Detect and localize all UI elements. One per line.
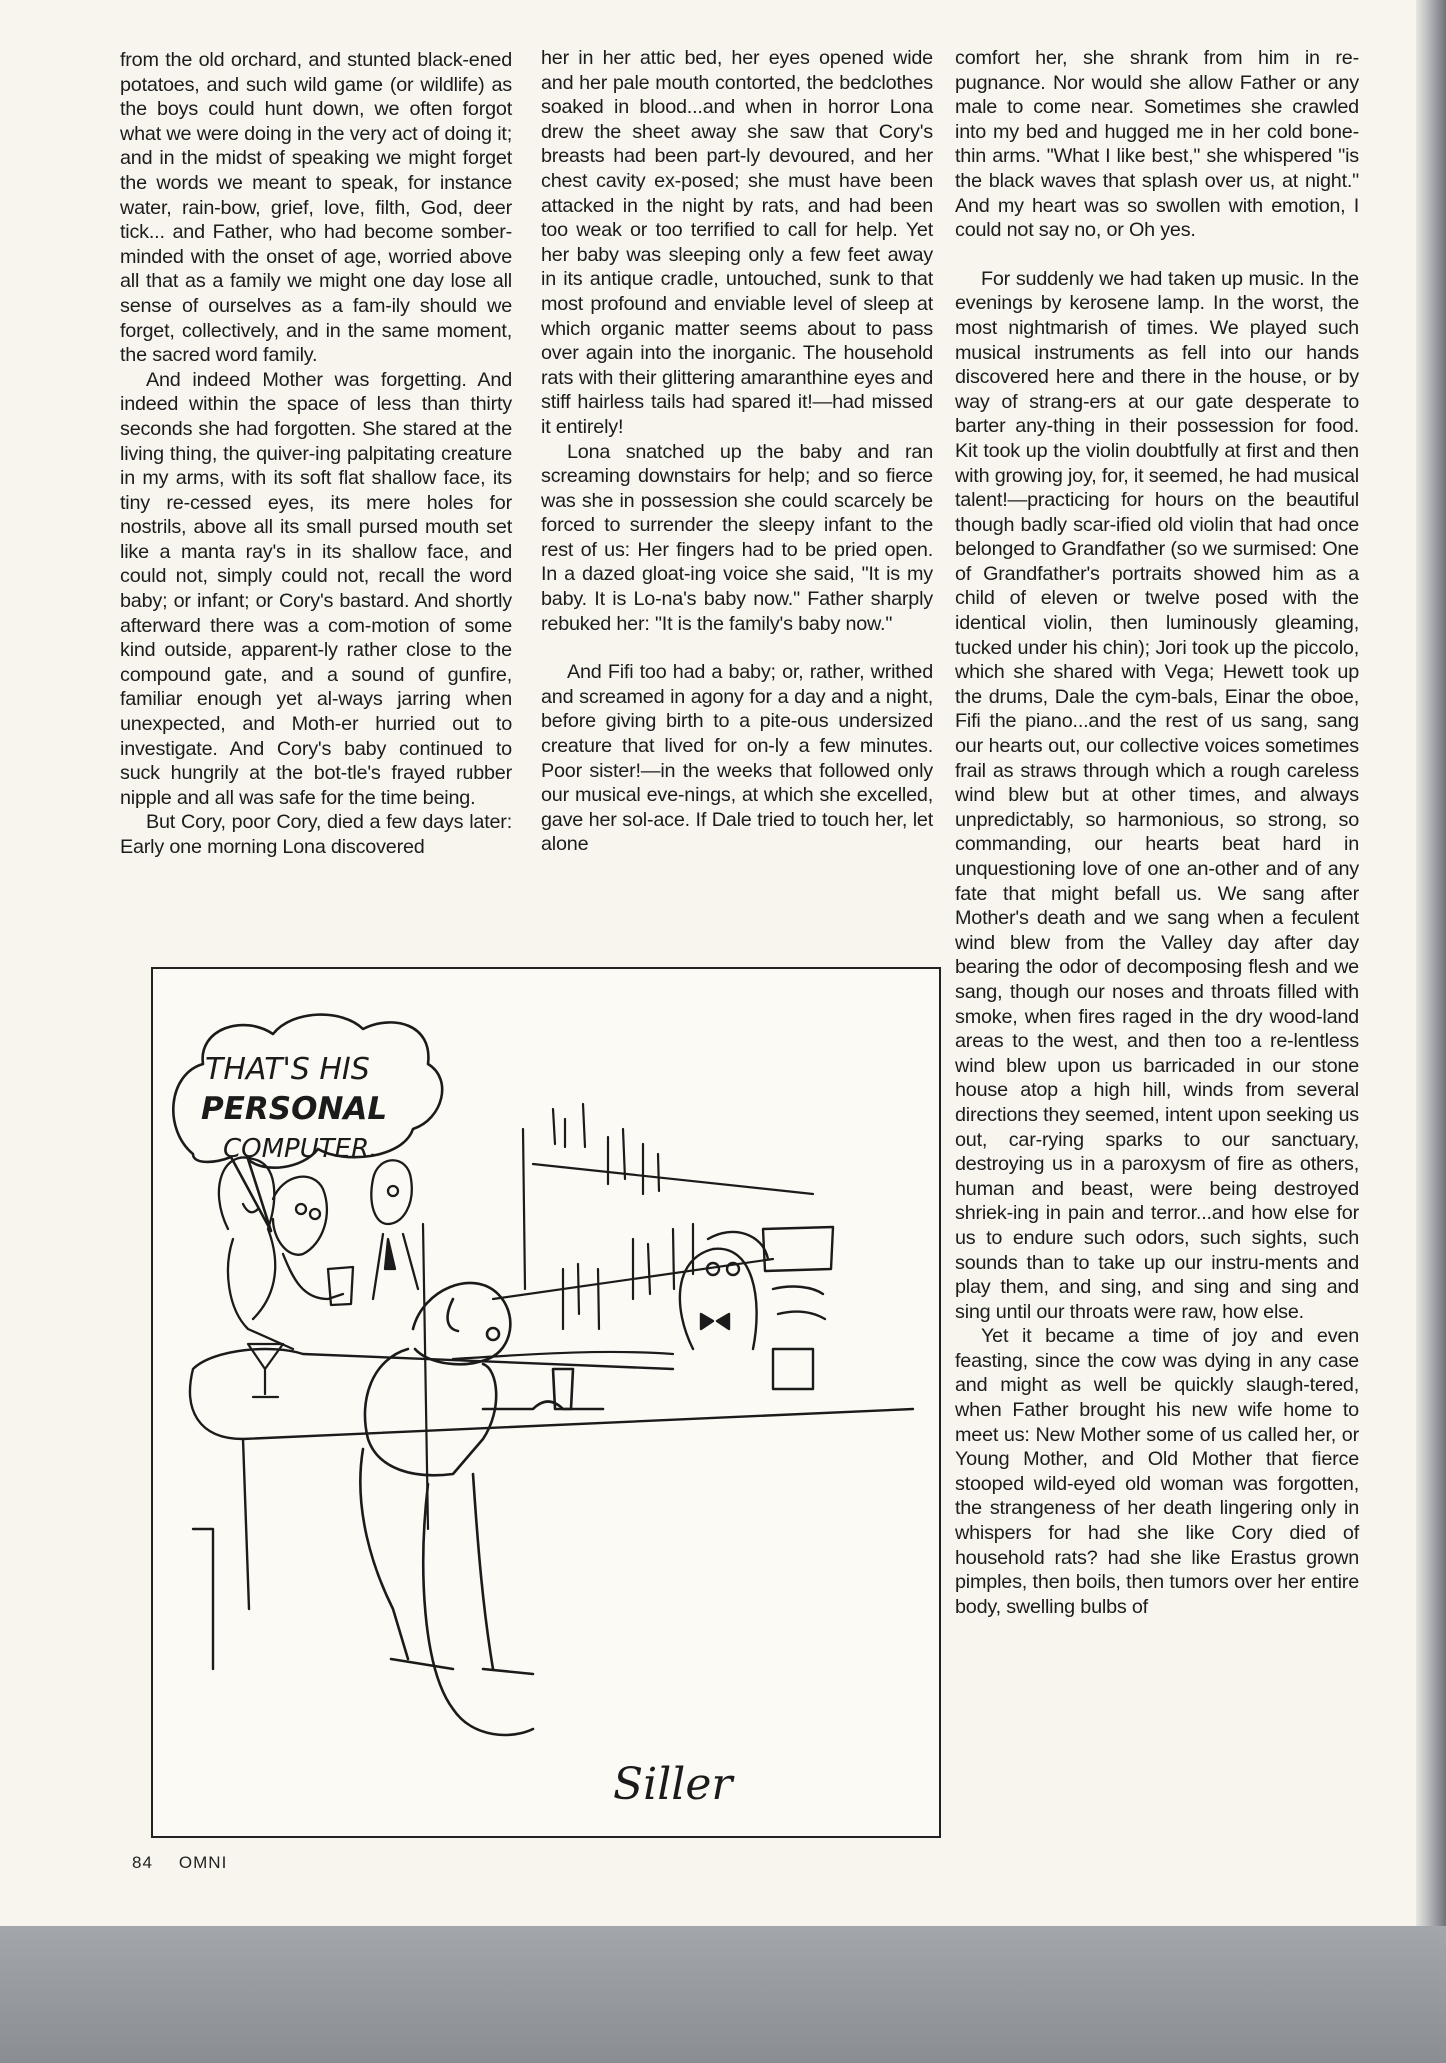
text-column-1 bbox=[120, 48, 512, 860]
text-column-2 bbox=[541, 46, 933, 857]
text-column-3 bbox=[955, 46, 1359, 1619]
scanner-background bbox=[0, 1926, 1446, 2063]
cartoonist-signature: Siller bbox=[613, 1759, 733, 1810]
bar-front bbox=[193, 1439, 249, 1669]
paragraph: Yet it became a time of joy and even feasting, since the cow was dying in any case and might as well be quickly slaugh-tered, when Father brought his new wife home to meet us: New Mother some of us called her, or Young Mother, and Old Mother that fierce stooped wild-eyed old woman was forgotten, the strangeness of her death lingering only in whispers for had she like Cory died of household rats? had she like Erastus grown pimples, then boils, then tumors over her entire body, swelling bulbs of bbox=[955, 1325, 1359, 1618]
paragraph: comfort her, she shrank from him in re-pugnance. Nor would she allow Father or any male to come near. Sometimes she crawled into my bed and hugged me in her cold bone-thin arms. "What I like best," she whispered "is the black waves that splash over us, at night." And my heart was so swollen with emotion, I could not say no, or Oh yes. bbox=[955, 47, 1359, 242]
page-footer bbox=[132, 1853, 253, 1873]
bar-shelves bbox=[423, 1104, 813, 1529]
paragraph: And indeed Mother was forgetting. And indeed within the space of less than thirty seconds she had forgotten. She stared at the living thing, the quiver-ing palpitating creature in my arms, with its soft flat shallow face, its tiny re-cessed eyes, its mere holes for nostrils, above all its small pursed mouth set like a manta ray's in its shallow face, and could not, simply could not, recall the word baby; or infant; or Cory's bastard. And shortly afterward there was a com-motion of some kind outside, apparent-ly rather close to the compound gate, and a sound of gunfire, familiar enough yet al-ways jarring when unexpected, and Moth-er hurried out to investigate. And Cory's baby continued to suck hungrily at the bot-tle's frayed rubber nipple and all was safe for the time being. bbox=[120, 368, 512, 809]
bartender-figure bbox=[680, 1227, 833, 1389]
bar-counter bbox=[190, 1349, 913, 1439]
standing-man-figure bbox=[371, 1160, 418, 1299]
paragraph: from the old orchard, and stunted black-ened potatoes, and such wild game (or wildlife) as the boys could hunt down, we often forgot what we were doing in the very act of doing it; and in the midst of speaking we might forget the words we meant to speak, for instance water, rain-bow, grief, love, filth, God, deer tick... and Father, who had become somber-minded with the onset of age, worried above all that as a family we might one day lose all sense of ourselves as a fam-ily should we forget, collectively, and in the same moment, the sacred word family. bbox=[120, 49, 512, 367]
page-spine-shadow bbox=[1416, 0, 1446, 1926]
balloon-line-1: THAT'S HIS bbox=[205, 1052, 370, 1087]
paragraph: her in her attic bed, her eyes opened wide and her pale mouth contorted, the bedclothes soaked in blood...and when in horror Lona drew the sheet away she saw that Cory's breasts had been part-ly devoured, and her chest cavity ex-posed; she must have been attacked in the night by rats, and had been too weak or too terrified to call for help. Yet her baby was sleeping only a few feet away in its antique cradle, untouched, sunk to that most profound and enviable level of sleep at which organic matter seems about to pass over again into the inorganic. The household rats with their glittering amaranthine eyes and stiff hairless tails had spared it!—had missed it entirely! bbox=[541, 47, 933, 438]
paragraph: For suddenly we had taken up music. In the evenings by kerosene lamp. In the worst, the most nightmarish of times. We played such musical instruments as fell into our hands discovered here and there in the house, or by way of strang-ers at our gate desperate to barter any-thing in their possession for food. Kit took up the violin doubtfully at first and then with growing joy, for, it seemed, he had musical talent!—practicing for hours on the beautiful though badly scar-ified old violin that had once belonged to Grandfather (so we surmised: One of Grandfather's portraits showed him as a child of eleven or twelve posed with the identical violin, then luminously gleaming, tucked under his chin); Jori took up the piccolo, which she shared with Vega; Hewett took up the drums, Dale the cym-bals, Einar the oboe, Fifi the piano...and the rest of us sang, sang our hearts out, our collective voices sometimes frail as straws through which a rough careless wind blew but at other times, and always unpredictably, so harmonious, so strong, so commanding, our hearts beat hard in unquestioning love of one an-other and of any fate that might befall us. We sang after Mother's death and we sang when a feculent wind blew from the Valley day after day bearing the odor of decomposing flesh and we sang, though our noses and throats filled with smoke, when fires raged in the dry wood-land areas to the west, and then too a re-lentless wind blew upon us barricaded in our stone house atop a high hill, winds from several directions they seemed, intent upon seeking us out, car-rying sparks to our sanctuary, destroying us in a paroxysm of fire as others, human and beast, were being destroyed shriek-ing in pain and terror...and how else for us to endure such odors, such sights, such sounds than to take up our instru-ments and play them, and sing, and sing and sing and sing until our throats were raw, how else. bbox=[955, 267, 1359, 1323]
cartoon-illustration bbox=[151, 967, 941, 1838]
man-with-computer-figure bbox=[360, 1283, 603, 1735]
martini-glass bbox=[248, 1344, 283, 1397]
bearded-man-figure bbox=[273, 1177, 353, 1305]
paragraph: And Fifi too had a baby; or, rather, writhed and screamed in agony for a day and a night, before giving birth to a pite-ous undersized creature that lived for on-ly a few minutes. Poor sister!—in the weeks that followed only our musical eve-nings, at which she excelled, gave her sol-ace. If Dale tried to touch her, let alone bbox=[541, 661, 933, 856]
page-number: 84 bbox=[132, 1853, 153, 1872]
paragraph: But Cory, poor Cory, died a few days later: Early one morning Lona discovered bbox=[120, 811, 512, 858]
magazine-name: OMNI bbox=[178, 1853, 228, 1872]
balloon-line-3: COMPUTER. bbox=[223, 1134, 378, 1164]
balloon-line-2: PERSONAL bbox=[201, 1091, 388, 1127]
paragraph: Lona snatched up the baby and ran screaming downstairs for help; and so fierce was she in possession she could scarcely be forced to surrender the sleepy infant to the rest of us: Her fingers had to be pried open. In a dazed gloat-ing voice she said, "It is my baby. It is Lo-na's baby now." Father sharply rebuked her: "It is the family's baby now." bbox=[541, 440, 933, 635]
